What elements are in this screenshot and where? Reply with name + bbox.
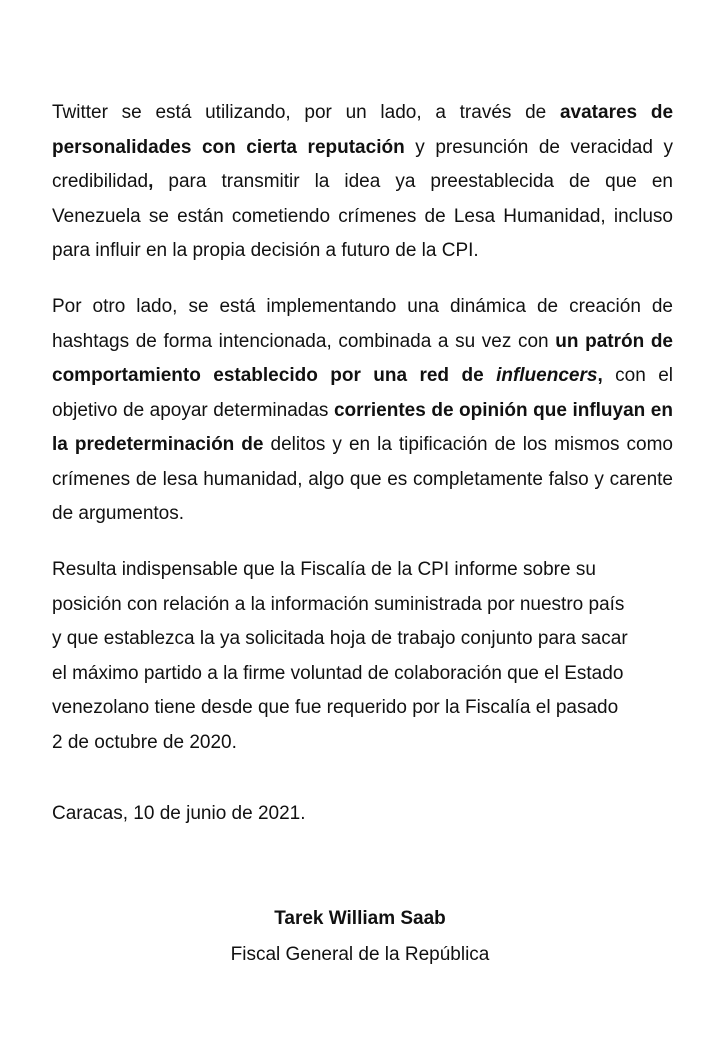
paragraph-twitter-avatars (52, 96, 673, 269)
paragraph-fiscalia-request (52, 553, 667, 760)
p3-line: venezolano tiene desde que fue requerido por la Fiscalía el pasado (52, 697, 619, 718)
p2-text-1: Por otro lado, se está implementando una dinámica de creación de hashtags de forma intencionada, combinada a su vez con (52, 296, 673, 352)
date-line: Caracas, 10 de junio de 2021. (52, 803, 306, 824)
p1-text-2: y presunción de veracidad y credibilidad (52, 136, 673, 192)
p1-text-1: Twitter se está utilizando, por un lado, a través de (52, 102, 560, 123)
p2-bold-2: corrientes de opinión que influyan en la predeterminación de (52, 399, 673, 455)
p3-line: y que establezca la ya solicitada hoja de trabajo conjunto para sacar (52, 628, 628, 649)
signature-name: Tarek William Saab (274, 908, 446, 929)
p3-line: 2 de octubre de 2020. (52, 731, 237, 753)
p3-line: el máximo partido a la firme voluntad de colaboración que el Estado (52, 662, 624, 684)
p2-bold-1: un patrón de comportamiento establecido por una red de (52, 330, 673, 386)
paragraph-hashtags-influencers (52, 290, 673, 532)
p3-line: Resulta indispensable que la Fiscalía de la CPI informe sobre su (52, 559, 596, 580)
p2-bold-comma: , (597, 365, 603, 386)
p1-bold-1: avatares de personalidades con cierta reputación (52, 102, 674, 158)
p2-text-3: delitos y en la tipificación de los mismos como crímenes de lesa humanidad, algo que es completamente falso y carente de argumentos. (52, 434, 673, 524)
p3-line: posición con relación a la información suministrada por nuestro país (52, 593, 625, 615)
signature-title: Fiscal General de la República (230, 944, 490, 965)
p2-bold-italic-influencers: influencers (496, 365, 598, 386)
p2-text-2: con el objetivo de apoyar determinadas (52, 365, 673, 421)
p1-text-3: para transmitir la idea ya preestablecida de que en Venezuela se están cometiendo crímenes de Lesa Humanidad, incluso para influir en la propia decisión a futuro de la CPI. (52, 171, 673, 261)
p1-bold-comma: , (148, 171, 154, 192)
